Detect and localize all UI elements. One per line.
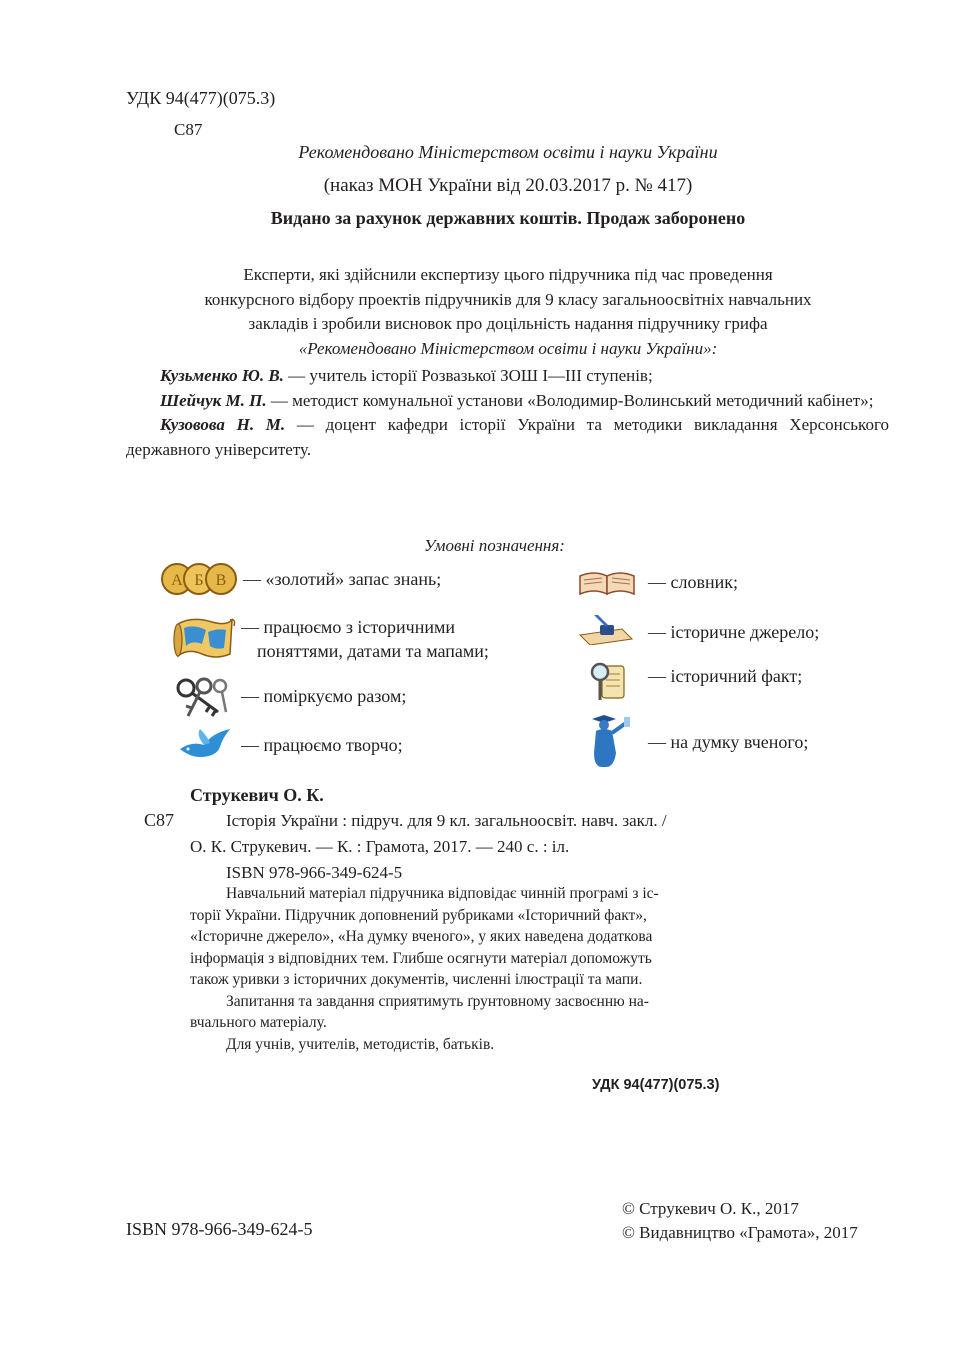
audience-line: Для учнів, учителів, методистів, батьків. xyxy=(226,1035,495,1053)
abstract-line: інформація з відповідних тем. Глибше осягнути матеріал допоможуть xyxy=(190,949,652,967)
order-notice: (наказ МОН України від 20.03.2017 р. № 417) xyxy=(323,175,693,196)
expert-desc: — учитель історії Розвазької ЗОШ І—ІІІ ступенів; xyxy=(283,366,653,385)
catalog-line: ISBN 978-966-349-624-5 xyxy=(226,863,403,882)
legend-title: Умовні позначення: xyxy=(424,536,565,555)
dove-icon xyxy=(176,727,234,761)
copyright-line: © Струкевич О. К., 2017 xyxy=(622,1199,799,1218)
experts-intro-line: «Рекомендовано Міністерством освіти і науки України»: xyxy=(298,338,718,358)
abstract-line: торії України. Підручник доповнений рубриками «Історичний факт», xyxy=(190,906,647,924)
abstract-line: Запитання та завдання сприятимуть ґрунтовному засвоєнню на- xyxy=(226,992,649,1010)
udc-code: УДК 94(477)(075.3) xyxy=(126,88,276,108)
abstract-line: «Історичне джерело», «На думку вченого», у яких наведена додаткова xyxy=(190,928,653,945)
legend-text: — працюємо з історичними xyxy=(241,617,456,637)
catalog-abstract xyxy=(190,883,756,1055)
experts-intro-line: конкурсного відбору проектів підручників для 9 класу загальноосвітніх навчальних xyxy=(204,289,812,309)
copyright-block xyxy=(622,1197,858,1245)
keys-icon xyxy=(170,676,232,718)
isbn-bottom: ISBN 978-966-349-624-5 xyxy=(126,1219,313,1239)
legend-text: — на думку вченого; xyxy=(648,732,809,752)
expert-desc: — доцент кафедри історії України та методики викладання Херсонського державного університету. xyxy=(126,415,890,459)
catalog-author: Струкевич О. К. xyxy=(190,785,324,805)
catalog-bibliographic xyxy=(190,808,760,886)
magnifier-scroll-icon xyxy=(590,660,630,704)
catalog-line: Історія України : підруч. для 9 кл. загальноосвіт. навч. закл. / xyxy=(226,811,667,830)
legend-text: поняттями, датами та мапами; xyxy=(257,641,489,661)
catalog-code: С87 xyxy=(144,810,175,830)
experts-intro-line: закладів і зробили висновок про доцільність надання підручнику грифа xyxy=(248,314,768,333)
experts-list xyxy=(126,364,889,462)
expert-desc: — методист комунальної установи «Володимир-Волинський методичний кабінет»; xyxy=(266,390,874,410)
abstract-line: Навчальний матеріал підручника відповідає чинній програмі з іс- xyxy=(226,885,659,902)
expert-entry xyxy=(126,389,889,414)
abstract-line: також уривки з історичних документів, численні ілюстрації та мапи. xyxy=(190,971,643,988)
svg-text:В: В xyxy=(215,572,227,589)
legend-text: — історичний факт; xyxy=(648,666,803,686)
expert-name: Шейчук М. П. xyxy=(160,390,267,410)
copyright-line: © Видавництво «Грамота», 2017 xyxy=(622,1223,858,1242)
class-code: С87 xyxy=(174,120,203,139)
scholar-figure-icon xyxy=(590,713,634,769)
free-distribution-notice: Видано за рахунок державних коштів. Продаж заборонено xyxy=(270,208,746,228)
svg-text:Б: Б xyxy=(194,572,204,589)
map-scroll-icon xyxy=(172,614,236,664)
expert-name: Кузьменко Ю. В. xyxy=(160,366,284,385)
legend-text: — поміркуємо разом; xyxy=(241,686,407,706)
inkwell-quill-icon xyxy=(578,615,634,645)
experts-intro-line: Експерти, які здійснили експертизу цього підручника під час проведення xyxy=(243,265,773,284)
expert-entry xyxy=(126,413,889,462)
legend-text: — працюємо творчо; xyxy=(241,735,403,755)
expert-name: Кузовова Н. М. xyxy=(160,415,286,434)
open-book-icon xyxy=(578,568,636,596)
legend-text: — словник; xyxy=(648,572,738,592)
abv-coins-icon xyxy=(160,561,238,597)
legend-text: — історичне джерело; xyxy=(648,622,820,642)
catalog-line: О. К. Струкевич. — К. : Грамота, 2017. — 240 с. : іл. xyxy=(190,837,570,856)
experts-intro xyxy=(70,263,946,361)
legend-text: — «золотий» запас знань; xyxy=(243,569,442,589)
catalog-udc: УДК 94(477)(075.3) xyxy=(592,1077,720,1093)
svg-text:А: А xyxy=(171,572,183,589)
recommendation: Рекомендовано Міністерством освіти і науки України xyxy=(298,142,718,162)
abstract-line: вчального матеріалу. xyxy=(190,1014,327,1031)
expert-entry xyxy=(126,364,889,389)
